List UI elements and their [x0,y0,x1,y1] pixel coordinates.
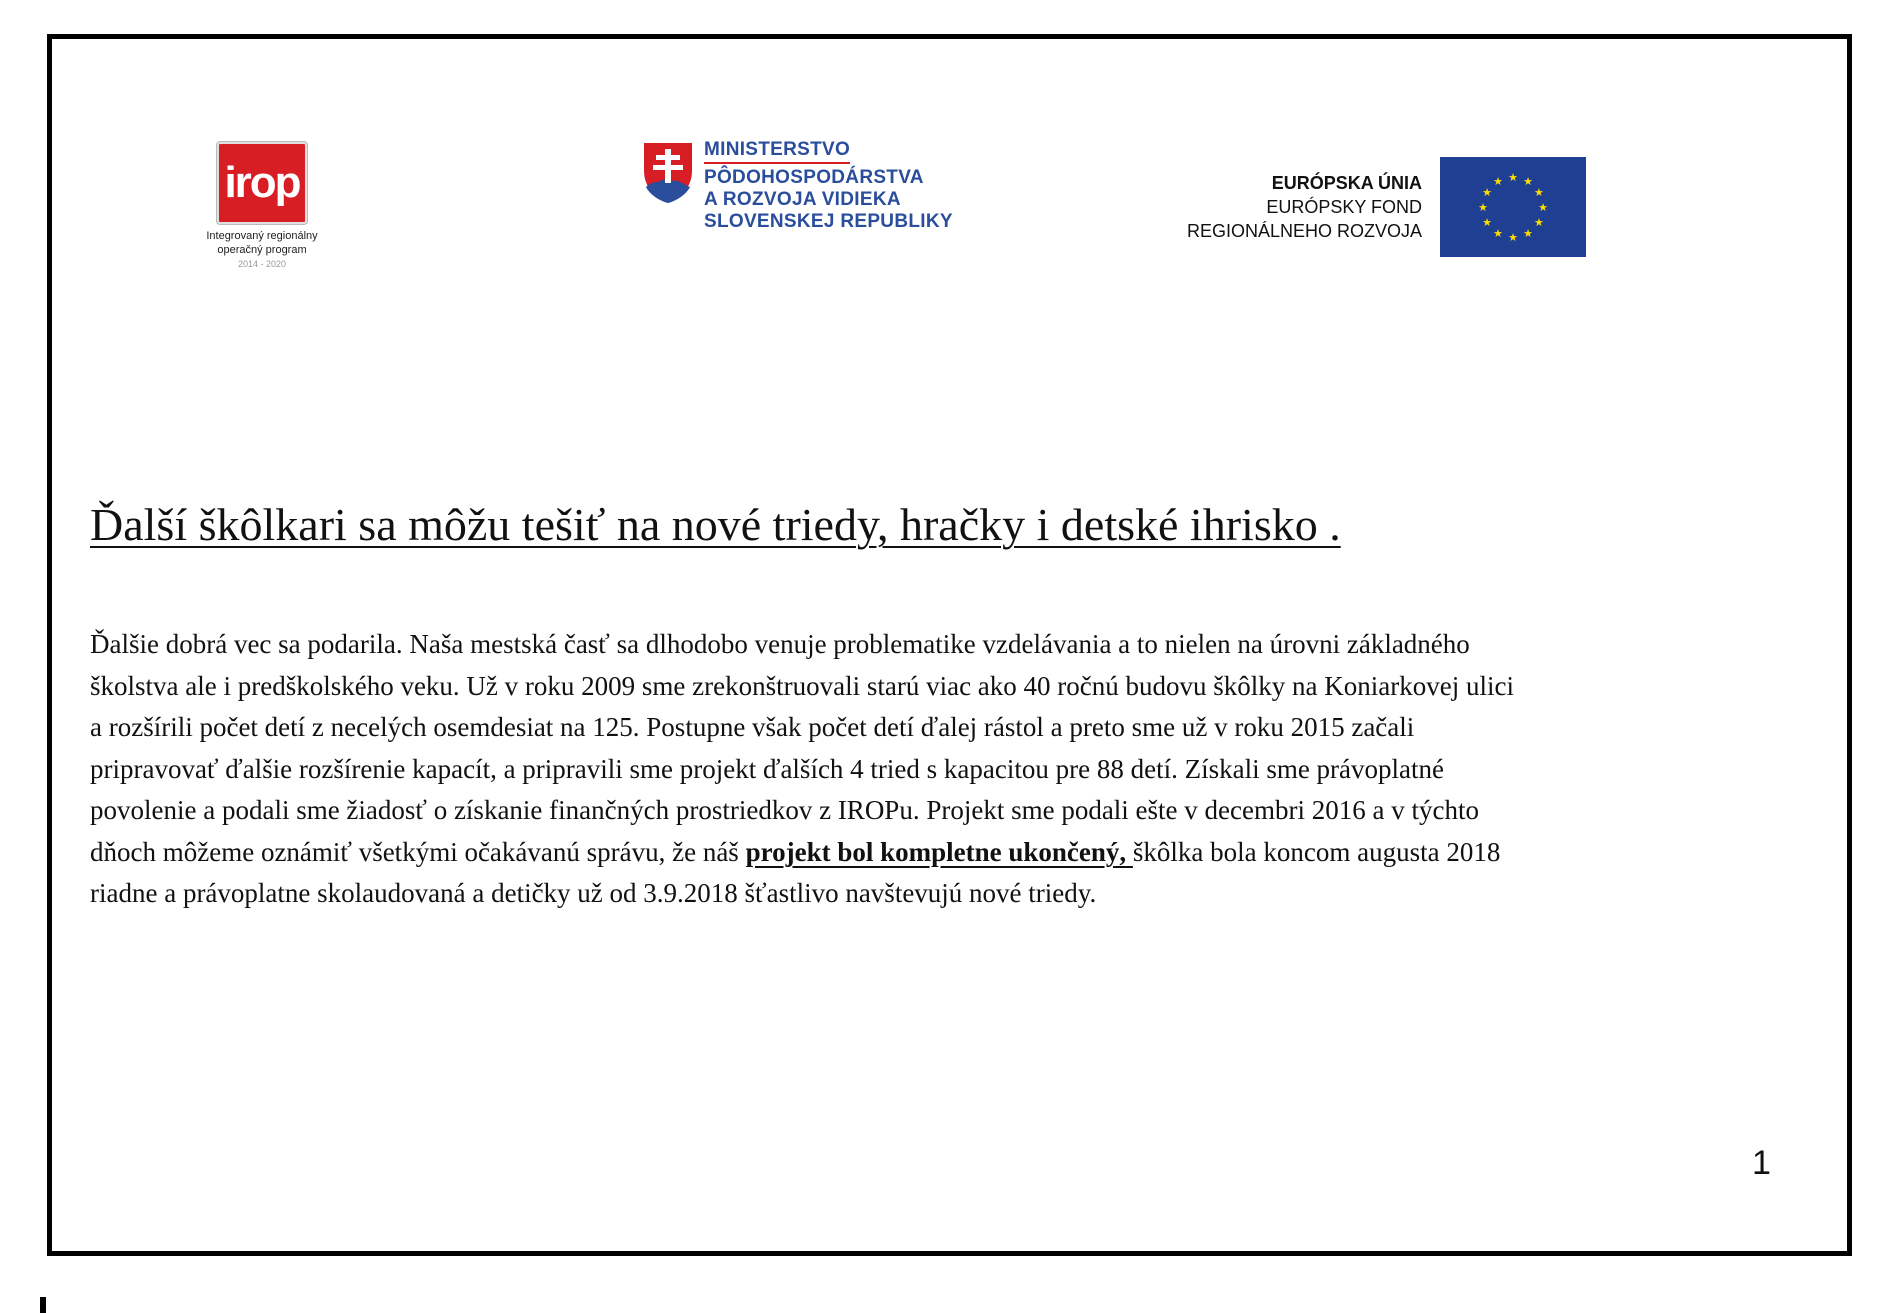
eu-star: ★ [1493,227,1503,240]
body-line: pripravovať ďalšie rozšírenie kapacít, a pripravili sme projekt ďalších 4 tried s kapacitou pre 88 detí. Získali sme právoplatné [90,753,1445,784]
body-line [90,832,1830,874]
body-line: riadne a právoplatne skolaudovaná a detičky už od 3.9.2018 šťastlivo navštevujú nové triedy. [90,878,1097,908]
headline [90,497,1810,553]
eu-star: ★ [1523,227,1533,240]
eu-star: ★ [1534,187,1544,199]
eu-line3: REGIONÁLNEHO ROZVOJA [1187,221,1423,241]
page-edge-mark [40,1297,46,1313]
eu-text [1187,171,1422,243]
eu-star: ★ [1478,202,1488,214]
eu-logo [1187,157,1586,257]
eu-star: ★ [1534,217,1544,229]
slovak-coat-of-arms-icon [642,141,694,205]
eu-star: ★ [1482,217,1493,229]
eu-star: ★ [1523,176,1533,189]
body-line: školstva ale i predškolského veku. Už v roku 2009 sme zrekonštruovali starú viac ako 40 ročnú budovu škôlky na Koniarkovej ulici [90,670,1514,701]
ministry-line1: MINISTERSTVO [704,139,850,164]
body-line: Ďalšie dobrá vec sa podarila. Naša mestská časť sa dlhodobo venuje problematike vzdelávania a to nielen na úrovni základného [90,629,1470,659]
ministry-line3: A ROZVOJA VIDIEKA [704,189,901,210]
eu-line1: EURÓPSKA ÚNIA [1271,173,1423,193]
body-line: povolenie a podali sme žiadosť o získanie finančných prostriedkov z IROPu. Projekt sme podali ešte v decembri 2016 a v týchto [90,795,1479,825]
eu-star: ★ [1493,176,1503,189]
article-body [90,624,1830,915]
body-line6-end: škôlka bola koncom augusta 2018 [1132,836,1501,867]
eu-flag-icon [1440,157,1586,257]
eu-star: ★ [1508,232,1518,244]
eu-stars [1440,157,1586,257]
irop-mark: irop [217,142,307,224]
eu-star: ★ [1508,172,1518,184]
irop-caption [182,229,342,271]
irop-years: 2014 - 2020 [237,259,287,269]
slide-frame [47,34,1852,1256]
eu-line2: EURÓPSKY FOND [1266,197,1423,217]
ministry-line2: PÔDOHOSPODÁRSTVA [704,167,924,188]
irop-caption-line1: Integrovaný regionálny [206,230,318,242]
page-number: 1 [1752,1144,1771,1182]
ministry-logo [642,139,953,233]
eu-star: ★ [1538,202,1548,214]
body-line6-start: dňoch môžeme oznámiť všetkými očakávanú správu, že náš [90,836,746,867]
ministry-line4: SLOVENSKEJ REPUBLIKY [704,211,953,232]
project-completed-emphasis: projekt bol kompletne ukončený, [745,836,1133,867]
ministry-name [704,139,953,233]
body-line: a rozšírili počet detí z necelých osemdesiat na 125. Postupne však počet detí ďalej rástol a preto sme už v roku 2015 začali [90,712,1415,742]
irop-caption-line2: operačný program [217,244,307,256]
irop-logo [182,142,342,271]
headline-text: Ďalší škôlkari sa môžu tešiť na nové triedy, hračky i detské ihrisko . [90,499,1341,550]
eu-star: ★ [1482,187,1493,199]
